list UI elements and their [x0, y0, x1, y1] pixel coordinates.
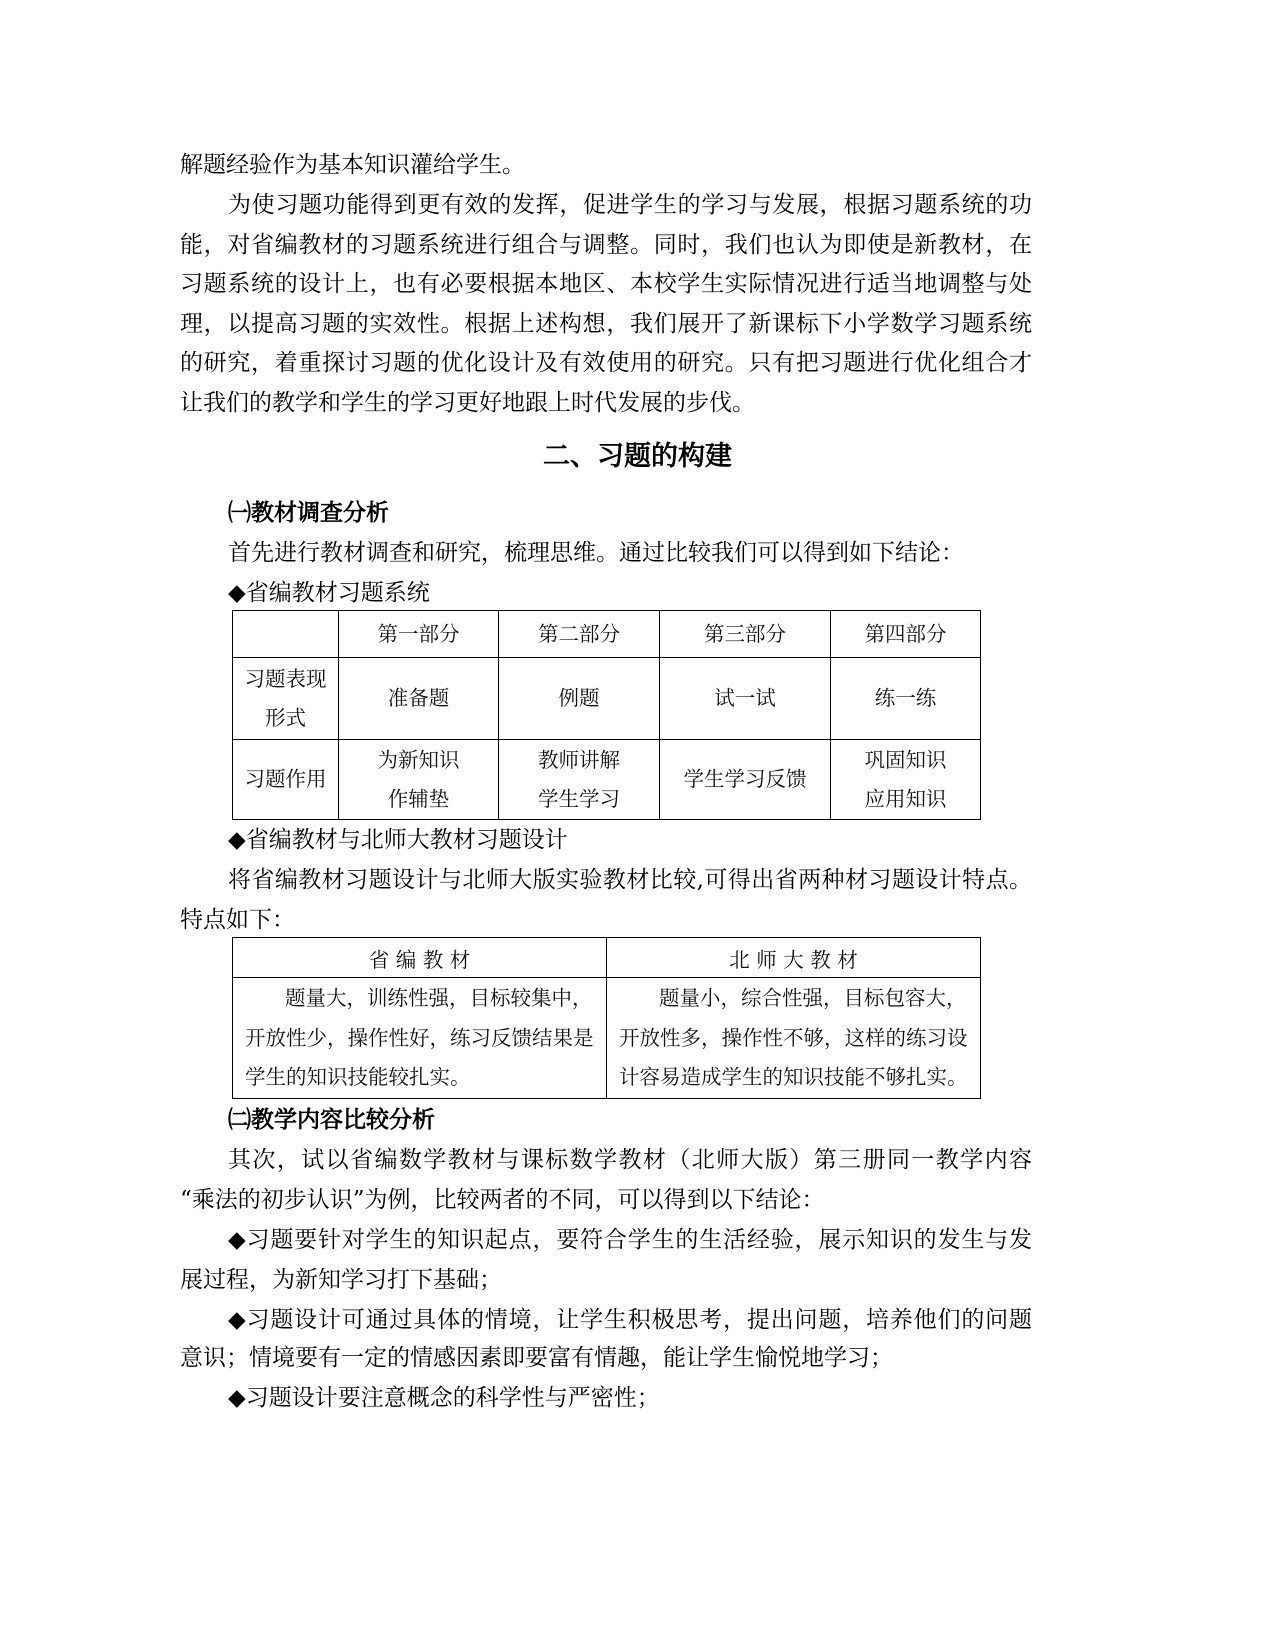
cell-text: 为新知识 [377, 747, 460, 772]
table-corner-cell [233, 611, 339, 658]
subsection-title: ㈡教学内容比较分析 [228, 1106, 435, 1133]
cell-text: 习题作用 [244, 767, 327, 791]
cell-text: 学生学习 [538, 786, 620, 811]
bullet-item-continuation: 意识；情境要有一定的情感因素即要富有情趣，能让学生愉悦地学习； [180, 1345, 893, 1371]
cell-text: 形式 [265, 705, 306, 730]
table-header-cell [499, 611, 660, 658]
table-cell [499, 658, 660, 740]
subsection-title: ㈠教材调查分析 [228, 499, 389, 526]
table-cell [499, 740, 660, 820]
table-header-cell [660, 611, 831, 658]
cell-text: 题量大，训练性强，目标较集中， [285, 986, 593, 1010]
cell-text: 准备题 [387, 686, 450, 710]
cell-text: 开放性多，操作性不够，这样的练习设 [619, 1025, 968, 1050]
exercise-system-table [232, 610, 981, 820]
cell-text: 第二部分 [538, 621, 620, 646]
paragraph-line: 理，以提高习题的实效性。根据上述构想，我们展开了新课标下小学数学习题系统 [180, 311, 1032, 337]
cell-text: 教师讲解 [538, 747, 620, 772]
paragraph-line: “乘法的初步认识”为例，比较两者的不同，可以得到以下结论： [180, 1187, 825, 1213]
table-cell [831, 740, 981, 820]
paragraph-line: 特点如下： [180, 907, 295, 933]
cell-text: 练一练 [874, 686, 937, 710]
cell-text: 题量小，综合性强，目标包容大， [659, 986, 967, 1010]
textbook-comparison-table [232, 937, 981, 1099]
table-header-cell [339, 611, 499, 658]
table-row [233, 978, 981, 1099]
table-header-row [233, 938, 981, 978]
cell-text: 第一部分 [377, 621, 460, 646]
cell-text: 例题 [558, 686, 600, 710]
cell-text: 计容易造成学生的知识技能不够扎实。 [619, 1065, 968, 1089]
table-header-row [233, 611, 981, 658]
cell-text: 试一试 [714, 686, 776, 710]
bullet-item: ◆习题设计可通过具体的情境，让学生积极思考，提出问题，培养他们的问题 [228, 1307, 1032, 1333]
table-cell [660, 658, 831, 740]
row-label-cell [233, 740, 339, 820]
bullet-item: ◆省编教材习题系统 [228, 580, 430, 606]
cell-text: 作辅垫 [387, 786, 450, 811]
bullet-item: ◆习题要针对学生的知识起点，要符合学生的生活经验，展示知识的发生与发 [228, 1227, 1032, 1253]
bullet-item-continuation: 展过程，为新知学习打下基础； [180, 1267, 502, 1293]
table-header-cell [831, 611, 981, 658]
table-row [233, 658, 981, 740]
table-cell [660, 740, 831, 820]
paragraph-line: 首先进行教材调查和研究，梳理思维。通过比较我们可以得到如下结论： [228, 540, 964, 566]
paragraph-line: 为使习题功能得到更有效的发挥，促进学生的学习与发展，根据习题系统的功 [228, 192, 1032, 218]
section-title: 二、习题的构建 [543, 441, 732, 472]
table-cell [607, 978, 981, 1099]
paragraph-line: 其次，试以省编数学教材与课标数学教材（北师大版）第三册同一教学内容 [228, 1147, 1032, 1173]
bullet-item: ◆省编教材与北师大教材习题设计 [228, 827, 568, 853]
cell-text: 学生的知识技能较扎实。 [245, 1065, 471, 1089]
table-header-cell: 北 师 大 教 材 [607, 938, 981, 978]
cell-text: 习题表现 [244, 666, 327, 691]
paragraph-line: 习题系统的设计上，也有必要根据本地区、本校学生实际情况进行适当地调整与处 [180, 271, 1032, 297]
cell-text: 开放性少，操作性好，练习反馈结果是 [245, 1025, 594, 1050]
paragraph-line: 解题经验作为基本知识灌给学生。 [180, 152, 525, 178]
cell-text: 应用知识 [864, 786, 947, 811]
cell-text: 第四部分 [864, 621, 947, 646]
table-cell [339, 658, 499, 740]
table-cell [339, 740, 499, 820]
paragraph-line: 将省编教材习题设计与北师大版实验教材比较,可得出省两种材习题设计特点。 [228, 867, 1032, 893]
paragraph-line: 的研究，着重探讨习题的优化设计及有效使用的研究。只有把习题进行优化组合才 [180, 350, 1032, 376]
row-label-cell [233, 658, 339, 740]
cell-text: 第三部分 [704, 621, 786, 646]
table-header-cell: 省 编 教 材 [233, 938, 607, 978]
paragraph-line: 让我们的教学和学生的学习更好地跟上时代发展的步伐。 [180, 390, 755, 416]
cell-text: 学生学习反馈 [683, 767, 807, 791]
cell-text: 巩固知识 [864, 747, 947, 772]
table-row [233, 740, 981, 820]
table-cell [831, 658, 981, 740]
paragraph-line: 能，对省编教材的习题系统进行组合与调整。同时，我们也认为即使是新教材，在 [180, 232, 1032, 258]
bullet-item: ◆习题设计要注意概念的科学性与严密性； [228, 1385, 660, 1411]
table-cell [233, 978, 607, 1099]
